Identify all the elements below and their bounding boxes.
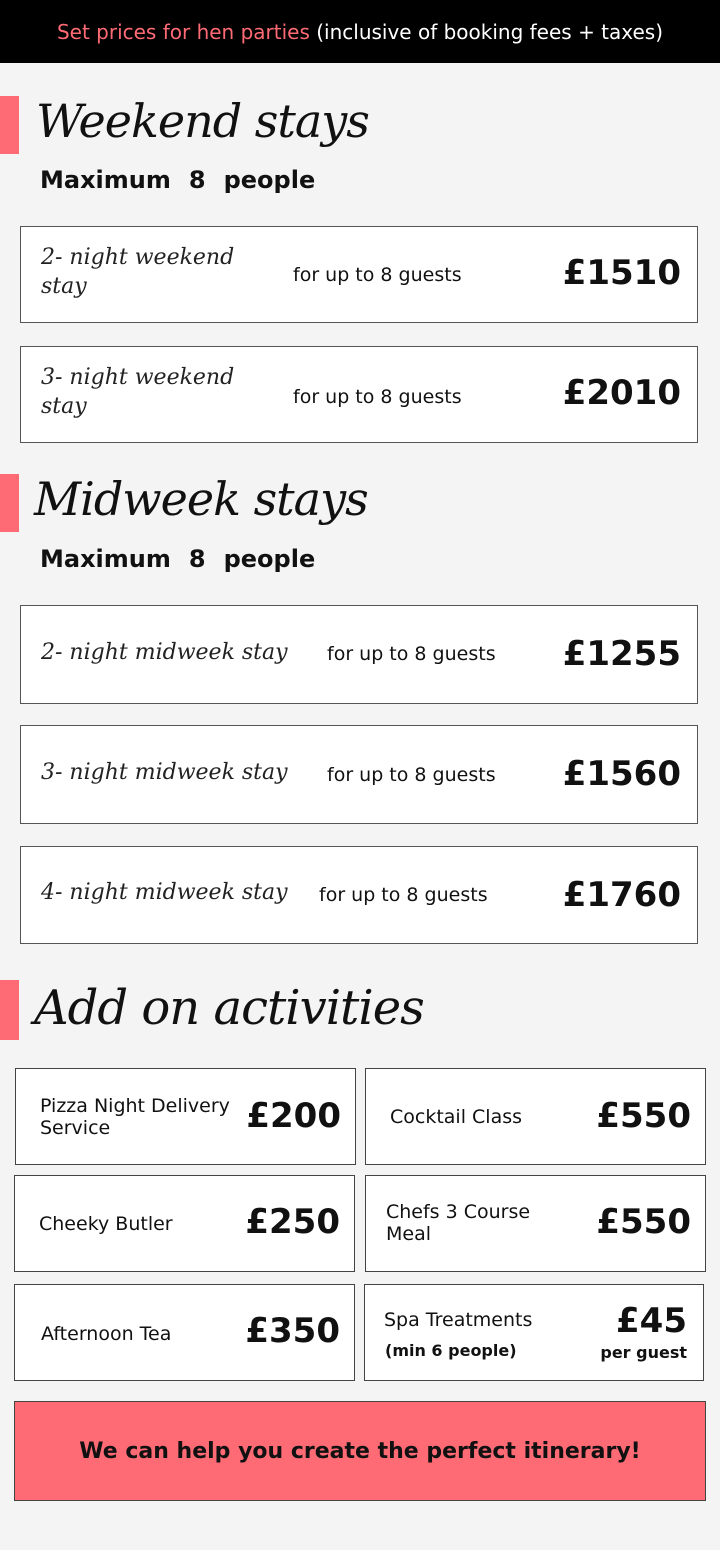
activity-price: £45	[616, 1301, 687, 1341]
stay-name: 2- night midweek stay	[41, 640, 288, 665]
activity-price-note: per guest	[600, 1343, 687, 1362]
activity-name: Chefs 3 Course Meal	[386, 1201, 531, 1245]
activity-name: Cocktail Class	[390, 1106, 523, 1128]
midweek-stay-card[interactable]	[20, 846, 698, 944]
stay-guests: for up to 8 guests	[319, 884, 488, 906]
midweek-stay-card[interactable]	[20, 725, 698, 824]
stay-price: £1760	[562, 875, 681, 915]
stay-price: £2010	[562, 373, 681, 413]
weekend-max-people	[40, 166, 333, 194]
stay-name: 3- night weekend stay	[41, 365, 235, 419]
activity-price: £550	[596, 1202, 691, 1242]
activity-price: £200	[246, 1096, 341, 1136]
top-banner	[0, 0, 720, 63]
activity-card-afternoon-tea[interactable]	[14, 1284, 355, 1381]
stay-guests: for up to 8 guests	[293, 264, 462, 286]
activity-card-pizza-night[interactable]	[15, 1068, 356, 1165]
activity-name: Pizza Night Delivery Service	[40, 1095, 230, 1139]
midweek-max-label: Maximum	[40, 545, 171, 573]
activity-name: Afternoon Tea	[41, 1323, 172, 1345]
activity-name: Cheeky Butler	[39, 1213, 173, 1235]
weekend-section-title: Weekend stays	[36, 94, 369, 148]
activity-price: £350	[245, 1311, 340, 1351]
activity-name: Spa Treatments	[384, 1309, 533, 1331]
weekend-stay-card[interactable]	[20, 226, 698, 323]
midweek-max-count: 8	[188, 545, 206, 573]
stay-price: £1510	[562, 253, 681, 293]
weekend-max-count: 8	[188, 166, 206, 194]
stay-name: 3- night midweek stay	[41, 760, 288, 785]
midweek-stay-card[interactable]	[20, 605, 698, 704]
stay-name: 2- night weekend stay	[41, 245, 235, 299]
activity-note: (min 6 people)	[385, 1341, 517, 1360]
midweek-max-unit: people	[223, 545, 316, 573]
stay-guests: for up to 8 guests	[327, 764, 496, 786]
weekend-max-unit: people	[223, 166, 316, 194]
activity-card-chefs-meal[interactable]	[365, 1175, 706, 1272]
midweek-max-people	[40, 545, 333, 573]
stay-price: £1255	[562, 634, 681, 674]
stay-guests: for up to 8 guests	[327, 643, 496, 665]
banner-rest-text: (inclusive of booking fees + taxes)	[316, 19, 664, 44]
itinerary-cta-button[interactable]: We can help you create the perfect itinerary!	[14, 1401, 706, 1501]
midweek-section-title: Midweek stays	[34, 472, 368, 526]
activity-card-spa-treatments[interactable]	[364, 1284, 704, 1381]
activity-price: £550	[596, 1096, 691, 1136]
activity-card-cheeky-butler[interactable]	[14, 1175, 355, 1272]
activities-section-marker	[0, 980, 19, 1040]
weekend-section-marker	[0, 96, 19, 154]
stay-name: 4- night midweek stay	[41, 880, 288, 905]
stay-guests: for up to 8 guests	[293, 386, 462, 408]
banner-accent-text: Set prices for hen parties	[56, 19, 310, 44]
weekend-max-label: Maximum	[40, 166, 171, 194]
weekend-stay-card[interactable]	[20, 346, 698, 443]
midweek-section-marker	[0, 474, 19, 532]
activities-section-title: Add on activities	[34, 980, 424, 1036]
activity-price: £250	[245, 1202, 340, 1242]
stay-price: £1560	[562, 754, 681, 794]
activity-card-cocktail-class[interactable]	[365, 1068, 706, 1165]
